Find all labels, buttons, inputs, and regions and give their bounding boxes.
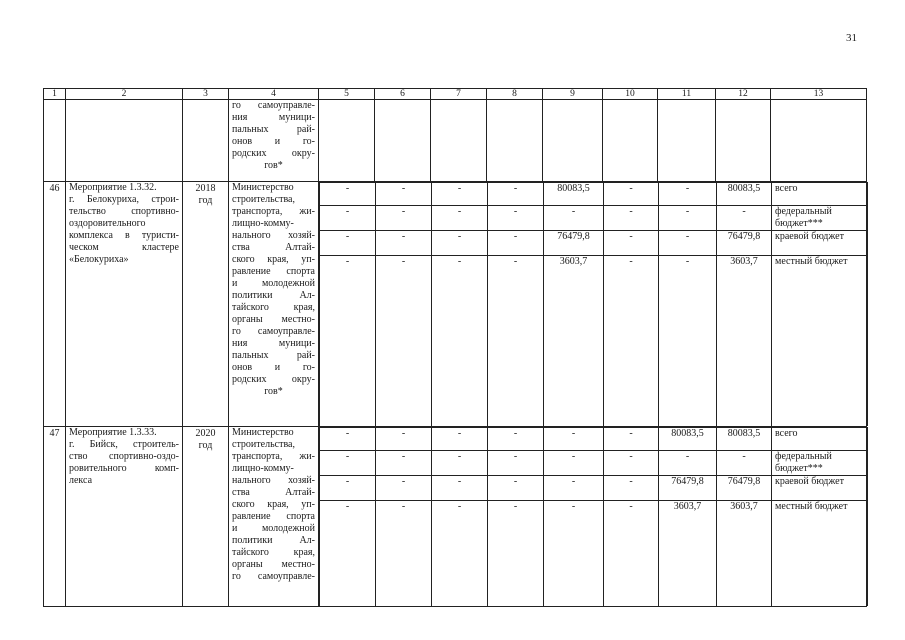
header-cell: 10 bbox=[603, 89, 658, 100]
name-line: оздоровительного bbox=[69, 218, 146, 229]
value-2020: - bbox=[659, 450, 717, 475]
executor-line: политики Ал- bbox=[232, 290, 315, 301]
value-2014: - bbox=[320, 475, 376, 500]
source-label: местный бюджет bbox=[772, 256, 868, 426]
year-line: год bbox=[198, 195, 213, 206]
value-2020: - bbox=[659, 206, 717, 231]
executor-line: пальных рай- bbox=[232, 124, 315, 135]
executor-line: тайского края, bbox=[232, 302, 315, 313]
value-2020: - bbox=[659, 256, 717, 426]
executor-line: транспорта, жи- bbox=[232, 450, 315, 462]
value-2016: - bbox=[432, 450, 488, 475]
cell-num bbox=[44, 426, 66, 607]
executor-line: гов* bbox=[264, 386, 283, 397]
value-2020: 3603,7 bbox=[659, 500, 717, 606]
source-label: федеральный бюджет*** bbox=[772, 206, 868, 231]
financing-row-regional bbox=[320, 475, 868, 500]
program-table bbox=[43, 88, 867, 607]
header-cell: 7 bbox=[431, 89, 487, 100]
executor-line: ства Алтай- bbox=[232, 242, 315, 253]
value-2014: - bbox=[320, 256, 376, 426]
value-total: - bbox=[717, 450, 772, 475]
value-2016: - bbox=[432, 183, 488, 206]
name-line: ческом кластере bbox=[69, 242, 179, 253]
row-number: 46 bbox=[49, 183, 60, 194]
year-line: 2018 bbox=[195, 183, 216, 194]
value-2017: - bbox=[488, 500, 544, 606]
value-total: - bbox=[717, 206, 772, 231]
value-2015: - bbox=[376, 256, 432, 426]
value-total: 3603,7 bbox=[717, 500, 772, 606]
cell-executor bbox=[229, 100, 319, 182]
value-2015: - bbox=[376, 183, 432, 206]
executor-line: органы местно- bbox=[232, 558, 315, 570]
executor-line: ства Алтай- bbox=[232, 486, 315, 498]
year-line: год bbox=[198, 439, 213, 451]
value-2019: - bbox=[604, 450, 659, 475]
executor-line: ния муници- bbox=[232, 338, 315, 349]
row-number: 47 bbox=[49, 427, 60, 439]
year-line: 2020 bbox=[195, 427, 216, 439]
cell-num bbox=[44, 182, 66, 427]
cell-name bbox=[66, 426, 183, 607]
name-line: тельство спортивно- bbox=[69, 206, 179, 217]
executor-line: нального хозяй- bbox=[232, 474, 315, 486]
name-line: ство спортивно-оздо- bbox=[69, 450, 179, 462]
executor-line: равление спорта bbox=[232, 510, 315, 522]
header-cell: 5 bbox=[319, 89, 375, 100]
value-2017: - bbox=[488, 231, 544, 256]
header-cell: 3 bbox=[183, 89, 229, 100]
cell-name bbox=[66, 100, 183, 182]
value-2015: - bbox=[376, 450, 432, 475]
executor-line: транспорта, жи- bbox=[232, 206, 315, 217]
value-2014: - bbox=[320, 231, 376, 256]
value-2020: 76479,8 bbox=[659, 475, 717, 500]
value-2017: - bbox=[488, 256, 544, 426]
value-2019: - bbox=[604, 475, 659, 500]
source-label: краевой бюджет bbox=[772, 231, 868, 256]
value-2015: - bbox=[376, 500, 432, 606]
financing-subtable bbox=[319, 182, 868, 426]
name-line: комплекса в туристи- bbox=[69, 230, 179, 241]
header-cell: 4 bbox=[229, 89, 319, 100]
financing-row-local bbox=[320, 256, 868, 426]
executor-line: тайского края, bbox=[232, 546, 315, 558]
header-row bbox=[44, 89, 867, 100]
value-2016: - bbox=[432, 206, 488, 231]
header-cell: 13 bbox=[771, 89, 867, 100]
header-cell: 9 bbox=[543, 89, 603, 100]
header-cell: 2 bbox=[66, 89, 183, 100]
executor-line: родских окру- bbox=[232, 148, 315, 159]
executor-line: и молодежной bbox=[232, 278, 315, 289]
executor-line: равление спорта bbox=[232, 266, 315, 277]
value-total: 76479,8 bbox=[717, 231, 772, 256]
cell-executor bbox=[229, 182, 319, 427]
source-label: местный бюджет bbox=[772, 500, 868, 606]
executor-line: политики Ал- bbox=[232, 534, 315, 546]
value-2015: - bbox=[376, 475, 432, 500]
financing-row-federal bbox=[320, 450, 868, 475]
value-2016: - bbox=[432, 500, 488, 606]
source-label: краевой бюджет bbox=[772, 475, 868, 500]
value-2018: - bbox=[544, 450, 604, 475]
value-2019: - bbox=[604, 231, 659, 256]
table-row-47 bbox=[44, 426, 867, 607]
name-line: Мероприятие 1.3.32. bbox=[69, 182, 157, 193]
cell-name bbox=[66, 182, 183, 427]
executor-line: го самоуправле- bbox=[232, 570, 315, 582]
name-line: ровительного комп- bbox=[69, 462, 179, 474]
value-2016: - bbox=[432, 231, 488, 256]
value-2014: - bbox=[320, 183, 376, 206]
value-total: 80083,5 bbox=[717, 427, 772, 450]
executor-line: нального хозяй- bbox=[232, 230, 315, 241]
executor-line: лищно-комму- bbox=[232, 462, 294, 474]
value-2017: - bbox=[488, 450, 544, 475]
executor-line: строительства, bbox=[232, 438, 295, 450]
executor-line: родских окру- bbox=[232, 374, 315, 385]
executor-line: ния муници- bbox=[232, 112, 315, 123]
value-2014: - bbox=[320, 427, 376, 450]
value-2018: 80083,5 bbox=[544, 183, 604, 206]
executor-line: онов и го- bbox=[232, 136, 315, 147]
value-2015: - bbox=[376, 206, 432, 231]
cell-year bbox=[183, 100, 229, 182]
executor-line: органы местно- bbox=[232, 314, 315, 325]
cell-year bbox=[183, 182, 229, 427]
executor-line: пальных рай- bbox=[232, 350, 315, 361]
executor-line: строительства, bbox=[232, 194, 295, 205]
cell-executor bbox=[229, 426, 319, 607]
header-cell: 6 bbox=[375, 89, 431, 100]
source-label: всего bbox=[772, 183, 868, 206]
value-2019: - bbox=[604, 500, 659, 606]
value-2016: - bbox=[432, 427, 488, 450]
value-2018: - bbox=[544, 427, 604, 450]
value-2019: - bbox=[604, 183, 659, 206]
value-2018: 3603,7 bbox=[544, 256, 604, 426]
value-2014: - bbox=[320, 206, 376, 231]
value-2017: - bbox=[488, 206, 544, 231]
executor-line: Министерство bbox=[232, 426, 294, 438]
executor-line: Министерство bbox=[232, 182, 294, 193]
value-2019: - bbox=[604, 206, 659, 231]
value-2019: - bbox=[604, 256, 659, 426]
financing-row-total bbox=[320, 183, 868, 206]
financing-block bbox=[319, 182, 867, 427]
source-label: всего bbox=[772, 427, 868, 450]
value-2020: 80083,5 bbox=[659, 427, 717, 450]
executor-line: и молодежной bbox=[232, 522, 315, 534]
continuation-row bbox=[44, 100, 867, 182]
financing-row-total bbox=[320, 427, 868, 450]
name-line: «Белокуриха» bbox=[69, 254, 129, 265]
value-total: 80083,5 bbox=[717, 183, 772, 206]
financing-row-federal bbox=[320, 206, 868, 231]
table-row-46 bbox=[44, 182, 867, 427]
financing-block bbox=[319, 426, 867, 607]
value-2017: - bbox=[488, 183, 544, 206]
value-2018: 76479,8 bbox=[544, 231, 604, 256]
name-line: г. Бийск, строитель- bbox=[69, 438, 179, 450]
executor-line: ского края, уп- bbox=[232, 498, 315, 510]
executor-line: ского края, уп- bbox=[232, 254, 315, 265]
executor-line: лищно-комму- bbox=[232, 218, 294, 229]
value-total: 3603,7 bbox=[717, 256, 772, 426]
header-cell: 12 bbox=[716, 89, 771, 100]
name-line: лекса bbox=[69, 474, 93, 486]
value-2014: - bbox=[320, 500, 376, 606]
financing-row-regional bbox=[320, 231, 868, 256]
value-2018: - bbox=[544, 475, 604, 500]
executor-line: гов* bbox=[264, 160, 283, 171]
page-number: 31 bbox=[846, 32, 857, 44]
executor-line: го самоуправле- bbox=[232, 326, 315, 337]
source-label: федеральный бюджет*** bbox=[772, 450, 868, 475]
header-cell: 11 bbox=[658, 89, 716, 100]
value-2019: - bbox=[604, 427, 659, 450]
value-2018: - bbox=[544, 500, 604, 606]
name-line: г. Белокуриха, строи- bbox=[69, 194, 179, 205]
header-cell: 1 bbox=[44, 89, 66, 100]
value-total: 76479,8 bbox=[717, 475, 772, 500]
cell-num bbox=[44, 100, 66, 182]
value-2017: - bbox=[488, 475, 544, 500]
value-2020: - bbox=[659, 183, 717, 206]
financing-subtable bbox=[319, 427, 868, 607]
executor-line: го самоуправле- bbox=[232, 100, 315, 111]
financing-row-local bbox=[320, 500, 868, 606]
value-2018: - bbox=[544, 206, 604, 231]
executor-line: онов и го- bbox=[232, 362, 315, 373]
value-2017: - bbox=[488, 427, 544, 450]
header-cell: 8 bbox=[487, 89, 543, 100]
value-2015: - bbox=[376, 231, 432, 256]
value-2014: - bbox=[320, 450, 376, 475]
value-2020: - bbox=[659, 231, 717, 256]
value-2015: - bbox=[376, 427, 432, 450]
cell-year bbox=[183, 426, 229, 607]
name-line: Мероприятие 1.3.33. bbox=[69, 426, 157, 438]
value-2016: - bbox=[432, 256, 488, 426]
value-2016: - bbox=[432, 475, 488, 500]
